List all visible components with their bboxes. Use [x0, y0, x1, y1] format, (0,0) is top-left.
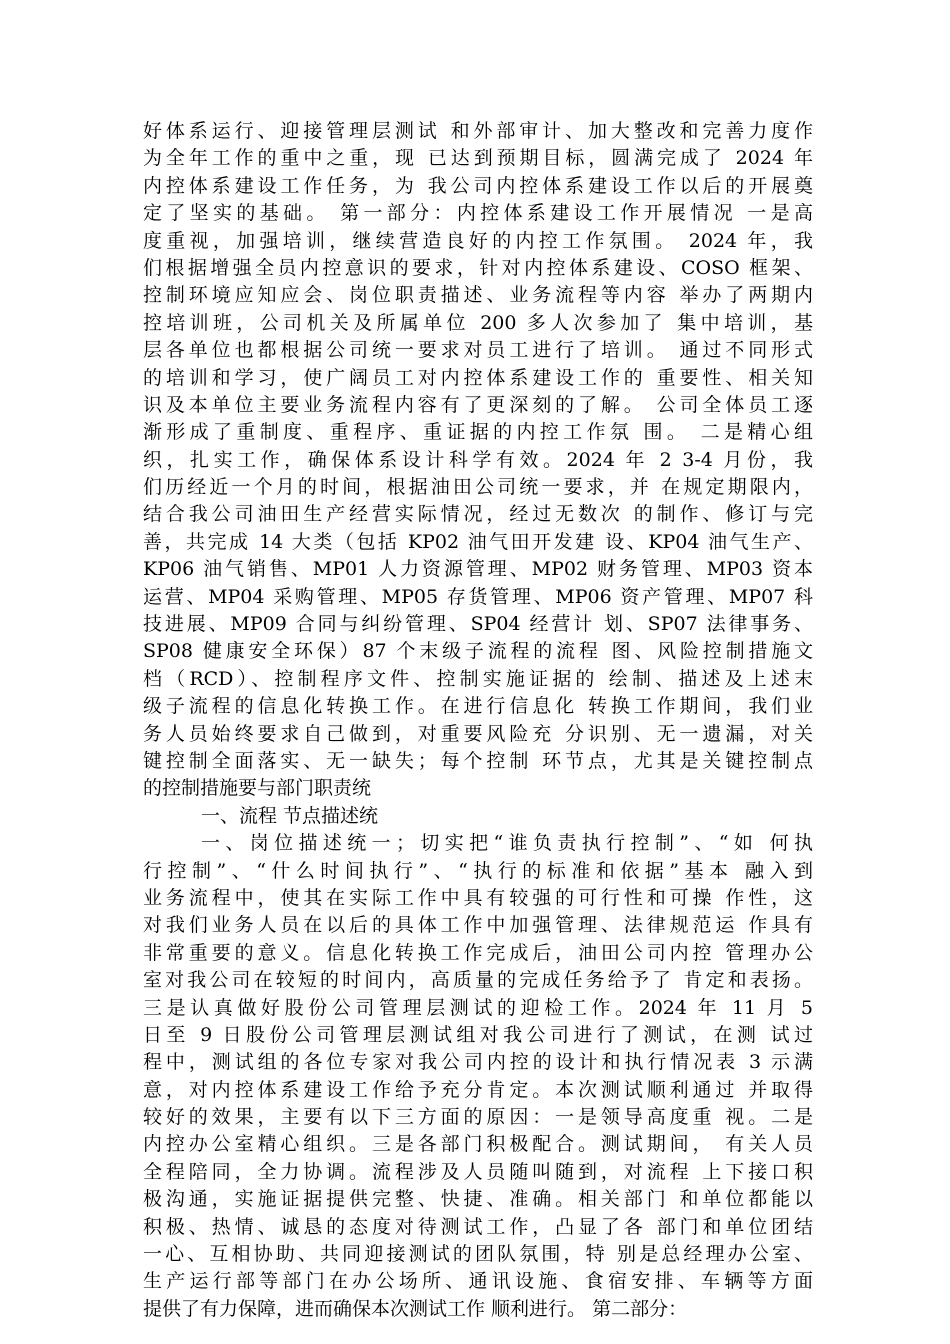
text-line: 提供了有力保障，进而确保本次测试工作 顺利进行。 第二部分： [143, 1297, 688, 1320]
text-line: SP08 健康安全环保）87 个末级子流程的流程 图、风险控制措施文 [143, 640, 813, 663]
text-line: 运营、MP04 采购管理、MP05 存货管理、MP06 资产管理、MP07 科 [143, 585, 813, 608]
text-line: 好体系运行、迎接管理层测试 和外部审计、加大整改和完善力度作 [143, 120, 813, 142]
text-line: 技进展、MP09 合同与纠纷管理、SP04 经营计 划、SP07 法律事务、 [143, 613, 813, 636]
text-line: 识及本单位主要业务流程内容有了更深刻的了解。 公司全体员工逐 [143, 393, 813, 416]
text-line: 织，扎实工作，确保体系设计科学有效。2024 年 2 3-4 月份，我 [143, 448, 813, 471]
text-line: 善，共完成 14 大类（包括 KP02 油气田开发建 设、KP04 油气生产、 [143, 530, 813, 553]
text-line: 定了坚实的基础。 第一部分：内控体系建设工作开展情况 一是高 [143, 202, 813, 225]
text-line: 积极、热情、诚恳的态度对待测试工作，凸显了各 部门和单位团结 [143, 1215, 813, 1238]
text-line: 全程陪同，全力协调。流程涉及人员随叫随到，对流程 上下接口积 [143, 1160, 813, 1183]
text-line: 室对我公司在较短的时间内，高质量的完成任务给予了 肯定和表扬。 [143, 969, 813, 992]
text-line: 程中，测试组的各位专家对我公司内控的设计和执行情况表 3 示满 [143, 1051, 813, 1074]
text-line: 极沟通，实施证据提供完整、快捷、准确。相关部门 和单位都能以 [143, 1188, 813, 1211]
text-line: 一心、互相协助、共同迎接测试的团队氛围，特 别是总经理办公室、 [143, 1243, 813, 1266]
text-line: 意，对内控体系建设工作给予充分肯定。本次测试顺利通过 并取得 [143, 1078, 813, 1101]
text-line: 生产运行部等部门在办公场所、通讯设施、食宿安排、车辆等方面 [143, 1270, 813, 1293]
text-line: 控培训班，公司机关及所属单位 200 多人次参加了 集中培训，基 [143, 311, 813, 334]
text-line: 非常重要的意义。信息化转换工作完成后，油田公司内控 管理办公 [143, 941, 813, 964]
text-line: 结合我公司油田生产经营实际情况，经过无数次 的制作、修订与完 [143, 503, 813, 526]
text-line: 业务流程中，使其在实际工作中具有较强的可行性和可操 作性，这 [143, 886, 813, 909]
document-body [143, 118, 813, 1323]
text-line: 层各单位也都根据公司统一要求对员工进行了培训。 通过不同形式 [143, 339, 813, 362]
text-line: 档（RCD）、控制程序文件、控制实施证据的 绘制、描述及上述末 [143, 667, 813, 690]
text-line: 的控制措施要与部门职责统 [143, 777, 372, 800]
text-line: 的培训和学习，使广阔员工对内控体系建设工作的 重要性、相关知 [143, 366, 813, 389]
text-line: 对我们业务人员在以后的具体工作中加强管理、法律规范运 作具有 [143, 914, 813, 937]
text-line: 内控办公室精心组织。三是各部门积极配合。测试期间， 有关人员 [143, 1133, 813, 1156]
text-line: 日至 9 日股份公司管理层测试组对我公司进行了测试，在测 试过 [143, 1023, 813, 1046]
text-line: 们历经近一个月的时间，根据油田公司统一要求，并 在规定期限内， [143, 476, 813, 499]
text-line: 内控体系建设工作任务，为 我公司内控体系建设工作以后的开展奠 [143, 174, 813, 197]
text-line: 三是认真做好股份公司管理层测试的迎检工作。2024 年 11 月 5 [143, 996, 813, 1019]
text-line: 级子流程的信息化转换工作。在进行信息化 转换工作期间，我们业 [143, 695, 813, 718]
text-line: 键控制全面落实、无一缺失；每个控制 环节点，尤其是关键控制点 [143, 749, 813, 772]
text-line-indented: 一、流程 节点描述统 [201, 804, 379, 827]
text-line-indented: 一、岗位描述统一；切实把“谁负责执行控制”、“如 何执 [201, 832, 813, 855]
text-line: 行控制”、“什么时间执行”、“执行的标准和依据”基本 融入到 [143, 859, 813, 882]
text-line: KP06 油气销售、MP01 人力资源管理、MP02 财务管理、MP03 资本 [143, 558, 813, 581]
text-line: 务人员始终要求自己做到，对重要风险充 分识别、无一遗漏，对关 [143, 722, 813, 745]
text-line: 较好的效果，主要有以下三方面的原因：一是领导高度重 视。二是 [143, 1106, 813, 1129]
text-line: 控制环境应知应会、岗位职责描述、业务流程等内容 举办了两期内 [143, 284, 813, 307]
text-line: 为全年工作的重中之重，现 已达到预期目标，圆满完成了 2024 年 [143, 147, 813, 170]
text-line: 们根据增强全员内控意识的要求，针对内控体系建设、COSO 框架、 [143, 256, 813, 279]
text-line: 渐形成了重制度、重程序、重证据的内控工作氛 围。 二是精心组 [143, 421, 813, 444]
text-line: 度重视，加强培训，继续营造良好的内控工作氛围。 2024 年，我 [143, 229, 813, 252]
